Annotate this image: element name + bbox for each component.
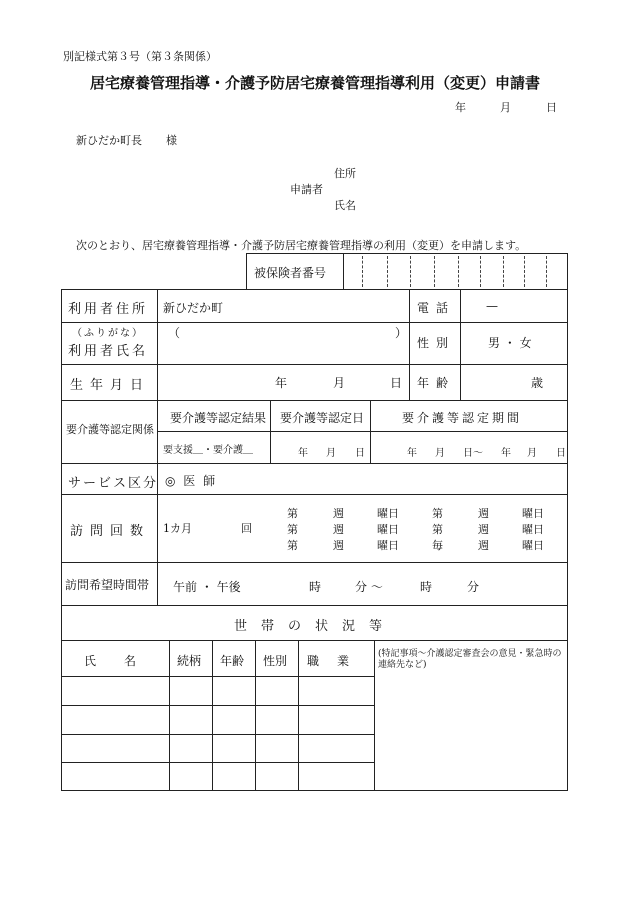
care-period-day-end: 日 bbox=[556, 448, 566, 459]
statement: 次のとおり、居宅療養管理指導・介護予防居宅療養管理指導の利用（変更）を申請します。 bbox=[76, 239, 527, 252]
date-day-label: 日 bbox=[546, 101, 557, 114]
visit-weekday: 曜日 bbox=[377, 539, 399, 552]
birth-month-label: 月 bbox=[333, 376, 346, 390]
household-header-sex: 性別 bbox=[263, 654, 288, 668]
visit-times: 回 bbox=[241, 522, 252, 535]
service-label: サービス区分 bbox=[68, 476, 159, 491]
page-title: 居宅療養管理指導・介護予防居宅療養管理指導利用（変更）申請書 bbox=[89, 74, 540, 92]
insured-number-input[interactable] bbox=[344, 254, 566, 288]
service-value[interactable]: ◎ 医 師 bbox=[165, 474, 218, 488]
visit-count-label: 訪問回数 bbox=[70, 524, 151, 539]
visit-per-month: 1カ月 bbox=[163, 522, 192, 535]
phone-value[interactable]: — bbox=[486, 299, 498, 313]
care-date-month: 月 bbox=[326, 448, 336, 459]
user-name-input[interactable] bbox=[158, 323, 408, 363]
visit-week: 週 bbox=[478, 507, 489, 520]
household-notes-label: (特記事項〜介護認定審査会の意見・緊急時の連絡先など) bbox=[378, 649, 562, 670]
care-date-day: 日 bbox=[355, 448, 365, 459]
age-unit: 歳 bbox=[531, 376, 544, 390]
care-period-month-start: 月 bbox=[435, 448, 445, 459]
care-date-header: 要介護等認定日 bbox=[280, 411, 365, 425]
insured-number-label: 被保険者番号 bbox=[254, 266, 327, 280]
visit-week: 週 bbox=[333, 523, 344, 536]
age-label: 年齢 bbox=[417, 376, 456, 390]
visit-ordinal: 第 bbox=[432, 523, 443, 536]
user-name-label: 利用者氏名 bbox=[68, 344, 149, 359]
birth-day-label: 日 bbox=[390, 376, 403, 390]
visit-week: 週 bbox=[333, 507, 344, 520]
date-year-label: 年 bbox=[455, 101, 466, 114]
care-period-month-end: 月 bbox=[527, 448, 537, 459]
visit-ordinal: 第 bbox=[287, 539, 298, 552]
visit-week: 週 bbox=[478, 539, 489, 552]
name-label: 氏名 bbox=[334, 199, 356, 212]
household-title: 世帯の状況等 bbox=[233, 619, 396, 634]
am-pm-choice[interactable]: 午前 ・ 午後 bbox=[173, 580, 241, 594]
care-period-header: 要介護等認定期間 bbox=[402, 411, 523, 425]
time-hour-end: 時 bbox=[420, 580, 433, 594]
household-header-relation: 続柄 bbox=[177, 654, 202, 668]
care-result-header: 要介護等認定結果 bbox=[170, 411, 267, 425]
phone-label: 電話 bbox=[417, 301, 456, 315]
time-pref-label: 訪問希望時間帯 bbox=[65, 578, 150, 592]
time-minute-start: 分 〜 bbox=[355, 580, 383, 594]
visit-weekday: 曜日 bbox=[522, 523, 544, 536]
honorific: 様 bbox=[166, 134, 177, 147]
furigana-label: （ふりがな） bbox=[72, 328, 144, 339]
date-month-label: 月 bbox=[500, 101, 511, 114]
visit-ordinal: 第 bbox=[287, 507, 298, 520]
visit-weekday: 曜日 bbox=[377, 523, 399, 536]
household-header-age: 年齢 bbox=[220, 654, 245, 668]
time-minute-end: 分 bbox=[467, 580, 480, 594]
care-period-day-start: 日〜 bbox=[463, 448, 483, 459]
visit-ordinal: 第 bbox=[287, 523, 298, 536]
time-hour-start: 時 bbox=[309, 580, 322, 594]
sex-choice[interactable]: 男 ・ 女 bbox=[488, 336, 532, 350]
visit-week: 週 bbox=[478, 523, 489, 536]
household-notes-input[interactable] bbox=[375, 676, 566, 789]
visit-ordinal: 毎 bbox=[432, 539, 443, 552]
sex-label: 性別 bbox=[417, 336, 456, 350]
household-row[interactable] bbox=[62, 677, 374, 704]
furigana-paren-close: ） bbox=[395, 326, 408, 340]
care-date-year: 年 bbox=[298, 448, 308, 459]
user-address-label: 利用者住所 bbox=[68, 302, 149, 317]
visit-ordinal: 第 bbox=[432, 507, 443, 520]
household-header-job: 職業 bbox=[307, 654, 368, 668]
birth-date-label: 生年月日 bbox=[70, 378, 151, 393]
birth-year-label: 年 bbox=[275, 376, 288, 390]
care-period-year-end: 年 bbox=[501, 448, 511, 459]
visit-weekday: 曜日 bbox=[377, 507, 399, 520]
form-number: 別記様式第３号（第３条関係） bbox=[63, 50, 217, 63]
visit-weekday: 曜日 bbox=[522, 539, 544, 552]
visit-weekday: 曜日 bbox=[522, 507, 544, 520]
household-row[interactable] bbox=[62, 735, 374, 761]
care-period-year-start: 年 bbox=[407, 448, 417, 459]
applicant-label: 申請者 bbox=[290, 183, 323, 196]
care-result-value[interactable]: 要支援＿・要介護＿ bbox=[163, 445, 253, 456]
household-row[interactable] bbox=[62, 763, 374, 789]
care-cert-label: 要介護等認定関係 bbox=[66, 423, 154, 436]
user-address-value[interactable]: 新ひだか町 bbox=[163, 301, 224, 315]
visit-week: 週 bbox=[333, 539, 344, 552]
household-row[interactable] bbox=[62, 706, 374, 733]
household-header-name: 氏名 bbox=[84, 654, 165, 668]
address-label: 住所 bbox=[334, 167, 356, 180]
furigana-paren-open: （ bbox=[168, 326, 181, 340]
addressee: 新ひだか町長 bbox=[76, 134, 142, 147]
